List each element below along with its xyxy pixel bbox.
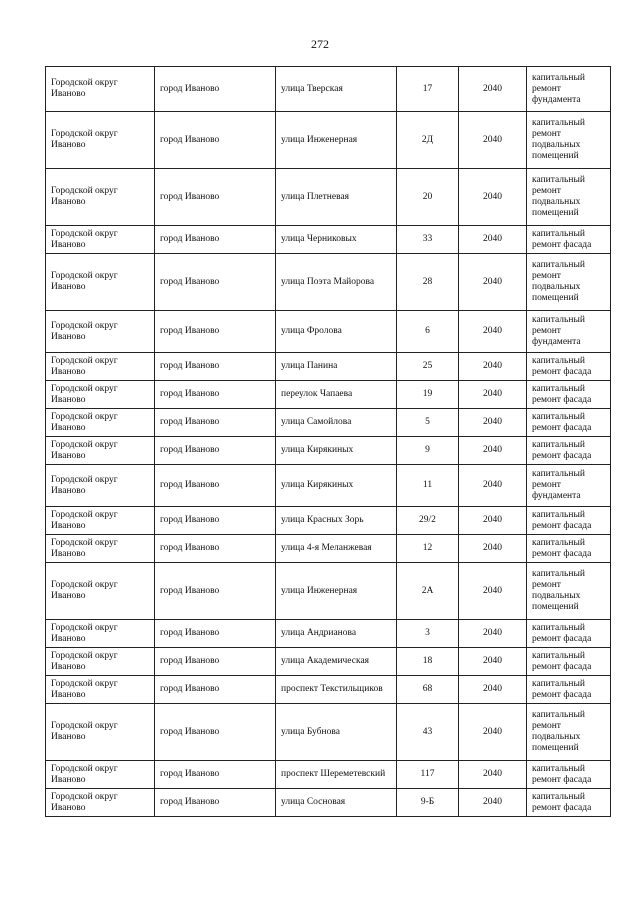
year-cell: 2040 <box>459 507 527 535</box>
year-cell: 2040 <box>459 648 527 676</box>
settlement-cell: город Иваново <box>155 437 276 465</box>
house-number-cell: 2А <box>397 563 459 620</box>
district-cell: Городской округ Иваново <box>46 67 155 112</box>
settlement-cell: город Иваново <box>155 563 276 620</box>
district-cell: Городской округ Иваново <box>46 311 155 353</box>
settlement-cell: город Иваново <box>155 465 276 507</box>
year-cell: 2040 <box>459 353 527 381</box>
table-row <box>46 789 611 817</box>
street-cell: улица Поэта Майорова <box>276 254 397 311</box>
table-row <box>46 507 611 535</box>
table-row <box>46 169 611 226</box>
year-cell: 2040 <box>459 254 527 311</box>
year-cell: 2040 <box>459 169 527 226</box>
district-cell: Городской округ Иваново <box>46 254 155 311</box>
year-cell: 2040 <box>459 465 527 507</box>
work-type-cell: капитальный ремонт подвальных помещений <box>527 563 611 620</box>
table-row <box>46 465 611 507</box>
year-cell: 2040 <box>459 381 527 409</box>
table-row <box>46 353 611 381</box>
house-number-cell: 18 <box>397 648 459 676</box>
settlement-cell: город Иваново <box>155 353 276 381</box>
house-number-cell: 29/2 <box>397 507 459 535</box>
district-cell: Городской округ Иваново <box>46 563 155 620</box>
page-number: 272 <box>311 37 329 51</box>
work-type-cell: капитальный ремонт фундамента <box>527 465 611 507</box>
street-cell: улица 4-я Меланжевая <box>276 535 397 563</box>
work-type-cell: капитальный ремонт фасада <box>527 381 611 409</box>
street-cell: проспект Текстильщиков <box>276 676 397 704</box>
table-row <box>46 67 611 112</box>
settlement-cell: город Иваново <box>155 67 276 112</box>
table-row <box>46 112 611 169</box>
settlement-cell: город Иваново <box>155 226 276 254</box>
work-type-cell: капитальный ремонт подвальных помещений <box>527 169 611 226</box>
settlement-cell: город Иваново <box>155 311 276 353</box>
settlement-cell: город Иваново <box>155 704 276 761</box>
settlement-cell: город Иваново <box>155 169 276 226</box>
year-cell: 2040 <box>459 67 527 112</box>
work-type-cell: капитальный ремонт подвальных помещений <box>527 254 611 311</box>
district-cell: Городской округ Иваново <box>46 169 155 226</box>
table-row <box>46 676 611 704</box>
work-type-cell: капитальный ремонт фасада <box>527 437 611 465</box>
table-row <box>46 254 611 311</box>
settlement-cell: город Иваново <box>155 535 276 563</box>
work-type-cell: капитальный ремонт фасада <box>527 761 611 789</box>
year-cell: 2040 <box>459 112 527 169</box>
district-cell: Городской округ Иваново <box>46 620 155 648</box>
house-number-cell: 19 <box>397 381 459 409</box>
house-number-cell: 33 <box>397 226 459 254</box>
table-row <box>46 409 611 437</box>
year-cell: 2040 <box>459 761 527 789</box>
table-row <box>46 226 611 254</box>
house-number-cell: 43 <box>397 704 459 761</box>
work-type-cell: капитальный ремонт фасада <box>527 507 611 535</box>
year-cell: 2040 <box>459 789 527 817</box>
district-cell: Городской округ Иваново <box>46 465 155 507</box>
year-cell: 2040 <box>459 563 527 620</box>
district-cell: Городской округ Иваново <box>46 226 155 254</box>
street-cell: переулок Чапаева <box>276 381 397 409</box>
district-cell: Городской округ Иваново <box>46 437 155 465</box>
street-cell: улица Кирякиных <box>276 465 397 507</box>
year-cell: 2040 <box>459 437 527 465</box>
house-number-cell: 68 <box>397 676 459 704</box>
house-number-cell: 9 <box>397 437 459 465</box>
settlement-cell: город Иваново <box>155 507 276 535</box>
district-cell: Городской округ Иваново <box>46 761 155 789</box>
street-cell: улица Сосновая <box>276 789 397 817</box>
district-cell: Городской округ Иваново <box>46 648 155 676</box>
table-row <box>46 704 611 761</box>
work-type-cell: капитальный ремонт фасада <box>527 789 611 817</box>
house-number-cell: 2Д <box>397 112 459 169</box>
work-type-cell: капитальный ремонт фасада <box>527 535 611 563</box>
year-cell: 2040 <box>459 704 527 761</box>
work-type-cell: капитальный ремонт фасада <box>527 353 611 381</box>
street-cell: улица Черниковых <box>276 226 397 254</box>
street-cell: улица Плетневая <box>276 169 397 226</box>
settlement-cell: город Иваново <box>155 381 276 409</box>
house-number-cell: 17 <box>397 67 459 112</box>
street-cell: улица Кирякиных <box>276 437 397 465</box>
house-number-cell: 28 <box>397 254 459 311</box>
work-type-cell: капитальный ремонт фундамента <box>527 311 611 353</box>
table-body <box>46 67 611 817</box>
street-cell: проспект Шереметевский <box>276 761 397 789</box>
house-number-cell: 25 <box>397 353 459 381</box>
district-cell: Городской округ Иваново <box>46 409 155 437</box>
district-cell: Городской округ Иваново <box>46 381 155 409</box>
work-type-cell: капитальный ремонт фасада <box>527 226 611 254</box>
table-row <box>46 761 611 789</box>
work-type-cell: капитальный ремонт фундамента <box>527 67 611 112</box>
district-cell: Городской округ Иваново <box>46 112 155 169</box>
year-cell: 2040 <box>459 620 527 648</box>
work-type-cell: капитальный ремонт фасада <box>527 676 611 704</box>
work-type-cell: капитальный ремонт подвальных помещений <box>527 704 611 761</box>
settlement-cell: город Иваново <box>155 409 276 437</box>
street-cell: улица Самойлова <box>276 409 397 437</box>
street-cell: улица Академическая <box>276 648 397 676</box>
year-cell: 2040 <box>459 311 527 353</box>
house-number-cell: 9-Б <box>397 789 459 817</box>
year-cell: 2040 <box>459 676 527 704</box>
table-row <box>46 311 611 353</box>
work-type-cell: капитальный ремонт подвальных помещений <box>527 112 611 169</box>
work-type-cell: капитальный ремонт фасада <box>527 648 611 676</box>
house-number-cell: 5 <box>397 409 459 437</box>
district-cell: Городской округ Иваново <box>46 507 155 535</box>
street-cell: улица Инженерная <box>276 112 397 169</box>
table-row <box>46 648 611 676</box>
house-number-cell: 3 <box>397 620 459 648</box>
year-cell: 2040 <box>459 535 527 563</box>
house-number-cell: 11 <box>397 465 459 507</box>
table-row <box>46 535 611 563</box>
table-row <box>46 381 611 409</box>
work-type-cell: капитальный ремонт фасада <box>527 620 611 648</box>
district-cell: Городской округ Иваново <box>46 789 155 817</box>
work-type-cell: капитальный ремонт фасада <box>527 409 611 437</box>
district-cell: Городской округ Иваново <box>46 353 155 381</box>
street-cell: улица Андрианова <box>276 620 397 648</box>
settlement-cell: город Иваново <box>155 254 276 311</box>
settlement-cell: город Иваново <box>155 789 276 817</box>
house-number-cell: 6 <box>397 311 459 353</box>
house-number-cell: 12 <box>397 535 459 563</box>
district-cell: Городской округ Иваново <box>46 676 155 704</box>
district-cell: Городской округ Иваново <box>46 535 155 563</box>
table-row <box>46 437 611 465</box>
year-cell: 2040 <box>459 409 527 437</box>
settlement-cell: город Иваново <box>155 620 276 648</box>
table-row <box>46 620 611 648</box>
settlement-cell: город Иваново <box>155 648 276 676</box>
street-cell: улица Панина <box>276 353 397 381</box>
street-cell: улица Тверская <box>276 67 397 112</box>
year-cell: 2040 <box>459 226 527 254</box>
street-cell: улица Фролова <box>276 311 397 353</box>
house-number-cell: 20 <box>397 169 459 226</box>
district-cell: Городской округ Иваново <box>46 704 155 761</box>
settlement-cell: город Иваново <box>155 112 276 169</box>
settlement-cell: город Иваново <box>155 676 276 704</box>
street-cell: улица Бубнова <box>276 704 397 761</box>
settlement-cell: город Иваново <box>155 761 276 789</box>
table-row <box>46 563 611 620</box>
house-number-cell: 117 <box>397 761 459 789</box>
repair-schedule-table <box>45 66 611 817</box>
street-cell: улица Инженерная <box>276 563 397 620</box>
street-cell: улица Красных Зорь <box>276 507 397 535</box>
